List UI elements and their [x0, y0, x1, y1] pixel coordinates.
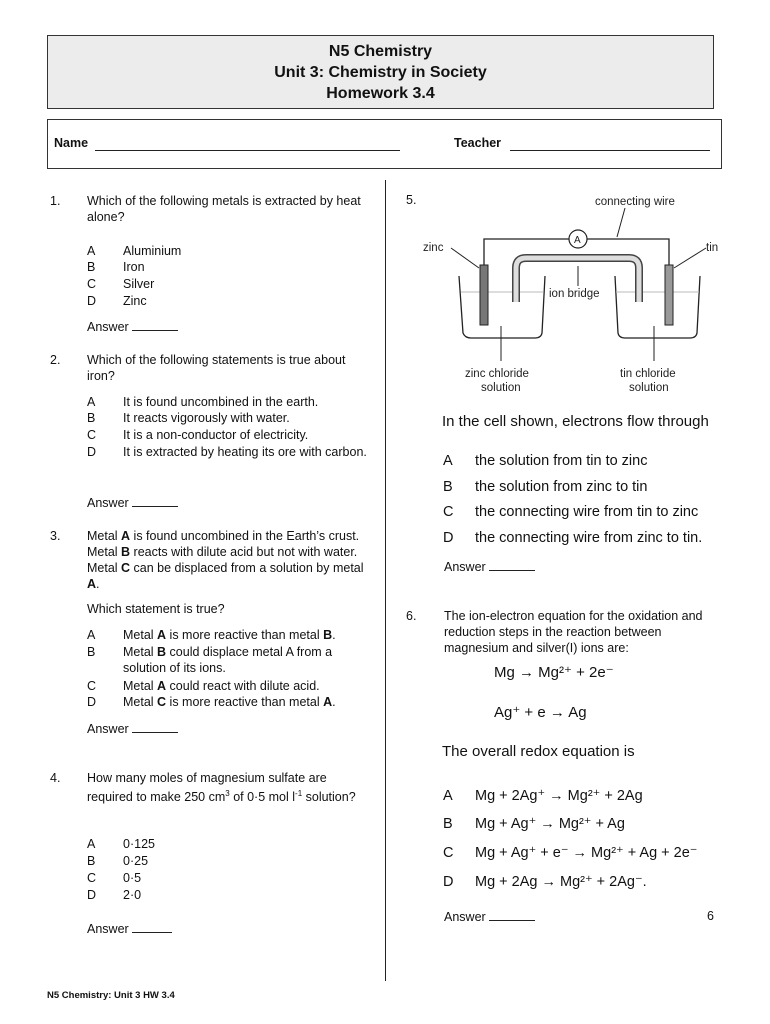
zinc-electrode — [480, 265, 488, 325]
ammeter-label: A — [574, 235, 581, 246]
teacher-field[interactable] — [510, 150, 710, 151]
label-connecting-wire: connecting wire — [595, 196, 675, 208]
label-zinc-solution-2: solution — [481, 382, 521, 394]
question-number: 5. — [406, 193, 417, 207]
question-number: 1. — [50, 194, 61, 208]
question-prompt: Which statement is true? — [87, 602, 225, 616]
footer: N5 Chemistry: Unit 3 HW 3.4 — [47, 990, 175, 1001]
teacher-label: Teacher — [454, 136, 502, 150]
tin-electrode — [665, 265, 673, 325]
label-tin: tin — [706, 242, 719, 254]
question-text: How many moles of magnesium sulfate are required to make 250 $cm^3$ of 0·5 mol $l^{-1}$ solution? — [87, 771, 356, 805]
name-teacher-box — [47, 119, 722, 169]
page-number: 6 — [707, 909, 714, 923]
question-text: Metal A is found uncombined in the Earth’s crust. Metal B reacts with dilute acid but not with water. Metal C can be displaced from a solution by metal A. — [87, 529, 364, 591]
title-line-2: Unit 3: Chemistry in Society — [274, 64, 487, 81]
electrochemical-cell-diagram — [415, 188, 745, 403]
question-prompt: The overall redox equation is — [442, 743, 635, 760]
question-number: 2. — [50, 353, 61, 367]
question-number: 4. — [50, 771, 61, 785]
question-number: 6. — [406, 609, 417, 623]
equation-oxidation: Mg → Mg²⁺ + 2e⁻ — [494, 664, 614, 681]
answer-line[interactable]: Answer — [87, 494, 178, 511]
column-divider — [385, 180, 386, 981]
question-number: 3. — [50, 529, 61, 543]
label-tin-solution: tin chloride — [620, 368, 676, 380]
title-line-1: N5 Chemistry — [328, 43, 433, 60]
label-tin-solution-2: solution — [629, 382, 669, 394]
label-zinc-solution: zinc chloride — [465, 368, 529, 380]
name-label: Name — [54, 136, 89, 150]
question-text: The ion-electron equation for the oxidation and reduction steps in the reaction between magnesium and silver(I) ions are: — [444, 609, 703, 655]
equation-reduction: Ag⁺ + e → Ag — [494, 704, 587, 721]
title-line-3: Homework 3.4 — [326, 85, 435, 102]
name-field[interactable] — [95, 150, 400, 151]
question-text: Which of the following metals is extracted by heat alone? — [87, 194, 361, 224]
question-text: In the cell shown, electrons flow through — [442, 413, 709, 430]
question-text: Which of the following statements is true about iron? — [87, 353, 346, 383]
answer-line[interactable]: Answer — [444, 908, 535, 925]
title-box — [47, 35, 714, 109]
answer-line[interactable]: Answer — [444, 558, 535, 575]
label-ion-bridge: ion bridge — [549, 288, 600, 300]
answer-line[interactable]: Answer — [87, 318, 178, 335]
answer-line[interactable]: Answer — [87, 920, 172, 937]
answer-line[interactable]: Answer — [87, 720, 178, 737]
label-zinc: zinc — [423, 242, 444, 254]
